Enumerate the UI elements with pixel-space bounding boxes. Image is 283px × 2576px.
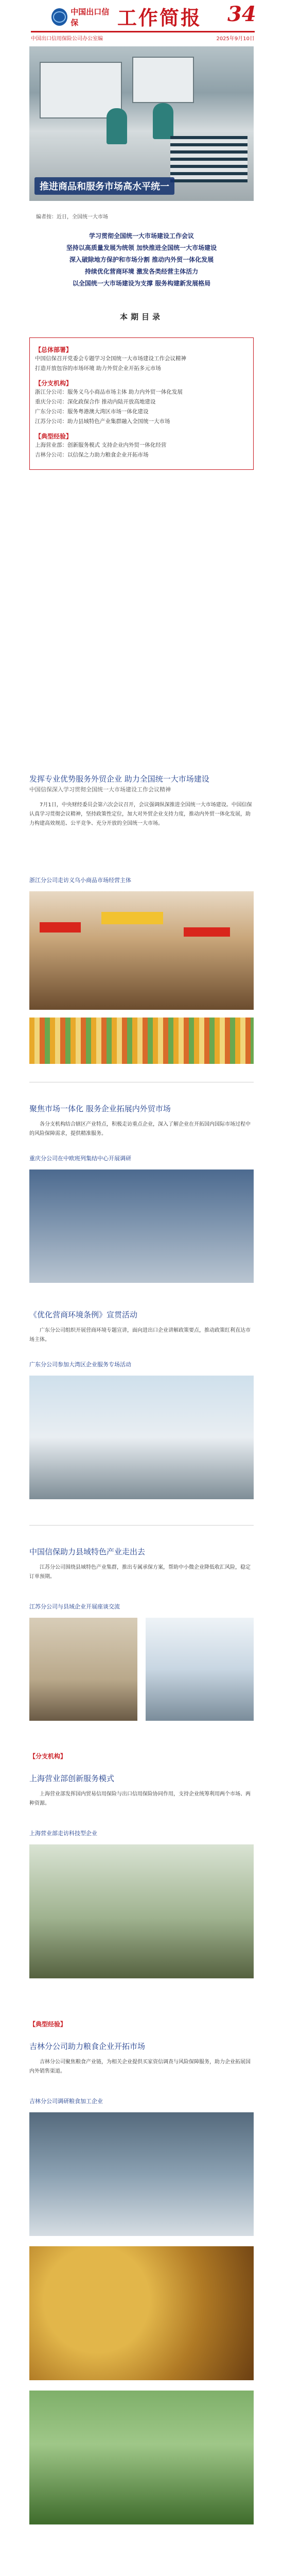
article-body: 7月1日，中央财经委员会第六次会议召开，会议强调纵深推进全国统一大市场建设。中国信保认真学习贯彻会议精神，坚持政策性定位，加大对外贸企业支持力度，推动内外贸一体化发展，助力构建高效规范、公平竞争、充分开放的全国统一大市场。 (29, 802, 252, 826)
hero-photo (29, 46, 254, 201)
toc-item[interactable]: 打造开放包容的市场环境 助力外贸企业开拓多元市场 (35, 365, 161, 371)
article (29, 1309, 254, 1345)
toc-item[interactable]: 江苏分公司：助力县域特色产业集群融入全国统一大市场 (35, 418, 170, 425)
photo-caption: 上海营业部走访科技型企业 (29, 1830, 97, 1837)
product-trays (170, 136, 247, 182)
article-photo (146, 1618, 254, 1721)
article-body: 吉林分公司聚焦粮食产业链，为相关企业提供买家资信调查与风险保障服务，助力企业拓展国内外销售渠道。 (29, 2059, 251, 2074)
issue-date: 2025年9月10日 (216, 36, 255, 42)
headline-line: 坚持以高质量发展为统领 加快推进全国统一大市场建设 (66, 244, 217, 251)
article-body: 各分支机构结合辖区产业特点，积极走访重点企业，深入了解企业在开拓国内国际市场过程中的风险保障需求，提供精准服务。 (29, 1122, 251, 1137)
article-photo (29, 1018, 254, 1064)
photo-caption: 浙江分公司走访义乌小商品市场经营主体 (29, 877, 131, 884)
article-photo (29, 2391, 254, 2524)
issue-number: 34 (227, 2, 256, 26)
page-title: 工作简报 (117, 7, 202, 29)
article (29, 1546, 254, 1582)
article (29, 1772, 254, 1808)
toc-section-heading: 【总体部署】 (35, 346, 73, 353)
toc-item[interactable]: 吉林分公司：以信保之力助力粮食企业开拓市场 (35, 452, 149, 458)
globe-icon (51, 8, 67, 26)
intro-section (0, 212, 283, 290)
article-photo (29, 1618, 137, 1721)
toc-item[interactable]: 广东分公司：服务粤港澳大湾区市场一体化建设 (35, 409, 149, 415)
article-photo (29, 2246, 254, 2380)
toc-item[interactable]: 中国信保召开党委会专题学习全国统一大市场建设工作会议精神 (35, 355, 186, 362)
article-title: 《优化营商环境条例》宣贯活动 (29, 1310, 138, 1319)
article-title: 吉林分公司助力粮食企业开拓市场 (29, 2042, 146, 2051)
editor-note: 编者按：近日，全国统一大市场 (36, 214, 108, 220)
masthead-meta (31, 34, 255, 42)
table-of-contents (29, 337, 254, 470)
toc-item[interactable]: 上海营业部：创新服务模式 支持企业内外贸一体化经营 (35, 442, 167, 448)
article (29, 773, 254, 828)
article (29, 2040, 254, 2076)
article-title: 上海营业部创新服务模式 (29, 1774, 115, 1783)
headline-block (36, 230, 247, 290)
headline-line: 深入破除地方保护和市场分割 推动内外贸一体化发展 (69, 256, 214, 263)
toc-item[interactable]: 浙江分公司：服务义乌小商品市场主体 助力内外贸一体化发展 (35, 389, 183, 395)
toc-title: 本期目录 (119, 312, 163, 321)
photo-caption: 吉林分公司调研粮食加工企业 (29, 2098, 103, 2105)
article-title: 中国信保助力县域特色产业走出去 (29, 1547, 146, 1556)
toc-section-heading: 【典型经验】 (35, 433, 73, 440)
article-body: 广东分公司组织开展营商环境专题宣讲，面向进出口企业讲解政策要点，推动政策红利直达市场主体。 (29, 1328, 251, 1343)
stall-banner (40, 922, 81, 933)
article (29, 1103, 254, 1139)
headline-line: 学习贯彻全国统一大市场建设工作会议 (89, 232, 194, 240)
article-photo (29, 1844, 254, 1978)
masthead (0, 0, 283, 46)
article-title: 发挥专业优势服务外贸企业 助力全国统一大市场建设 (29, 774, 209, 784)
article-photo (29, 1376, 254, 1499)
company-logo (51, 4, 113, 30)
photo-caption: 广东分公司参加大湾区企业服务专场活动 (29, 1361, 131, 1368)
article-photo (29, 891, 254, 1010)
masthead-divider (31, 31, 255, 32)
section-tag: 【分支机构】 (29, 1753, 67, 1760)
stall-banner (101, 912, 163, 924)
divider (29, 1525, 254, 1526)
article-body: 江苏分公司围绕县域特色产业集群，推出专属承保方案，帮助中小微企业降低收汇风险，稳定订单预期。 (29, 1565, 251, 1580)
stall-banner (184, 927, 230, 937)
photo-caption: 重庆分公司在中欧班列集结中心开展调研 (29, 1155, 131, 1162)
logo-text: 中国出口信保 (70, 7, 110, 27)
article-subtitle: 中国信保深入学习贯彻全国统一大市场建设工作会议精神 (29, 786, 171, 793)
hero-caption: 推进商品和服务市场高水平统一 (34, 177, 174, 195)
section-tag: 【典型经验】 (29, 2021, 67, 2028)
publisher-text: 中国出口信用保险公司办公室编 (31, 36, 103, 42)
article-photo (29, 2112, 254, 2236)
toc-section-heading: 【分支机构】 (35, 380, 73, 387)
article-body: 上海营业部发挥国内贸易信用保险与出口信用保险协同作用，支持企业统筹利用两个市场、两种资源。 (29, 1791, 251, 1806)
worker-figure (107, 108, 127, 144)
article-photo (29, 1170, 254, 1283)
headline-line: 以全国统一大市场建设为支撑 服务构建新发展格局 (72, 280, 211, 287)
photo-caption: 江苏分公司与县域企业开展座谈交流 (29, 1603, 120, 1610)
article-title: 聚焦市场一体化 服务企业拓展内外贸市场 (29, 1104, 171, 1113)
worker-figure (153, 103, 173, 139)
machine-shape (132, 57, 194, 103)
toc-item[interactable]: 重庆分公司：深化政保合作 推动内陆开放高地建设 (35, 399, 156, 405)
headline-line: 持续优化营商环境 激发各类经营主体活力 (84, 268, 199, 275)
